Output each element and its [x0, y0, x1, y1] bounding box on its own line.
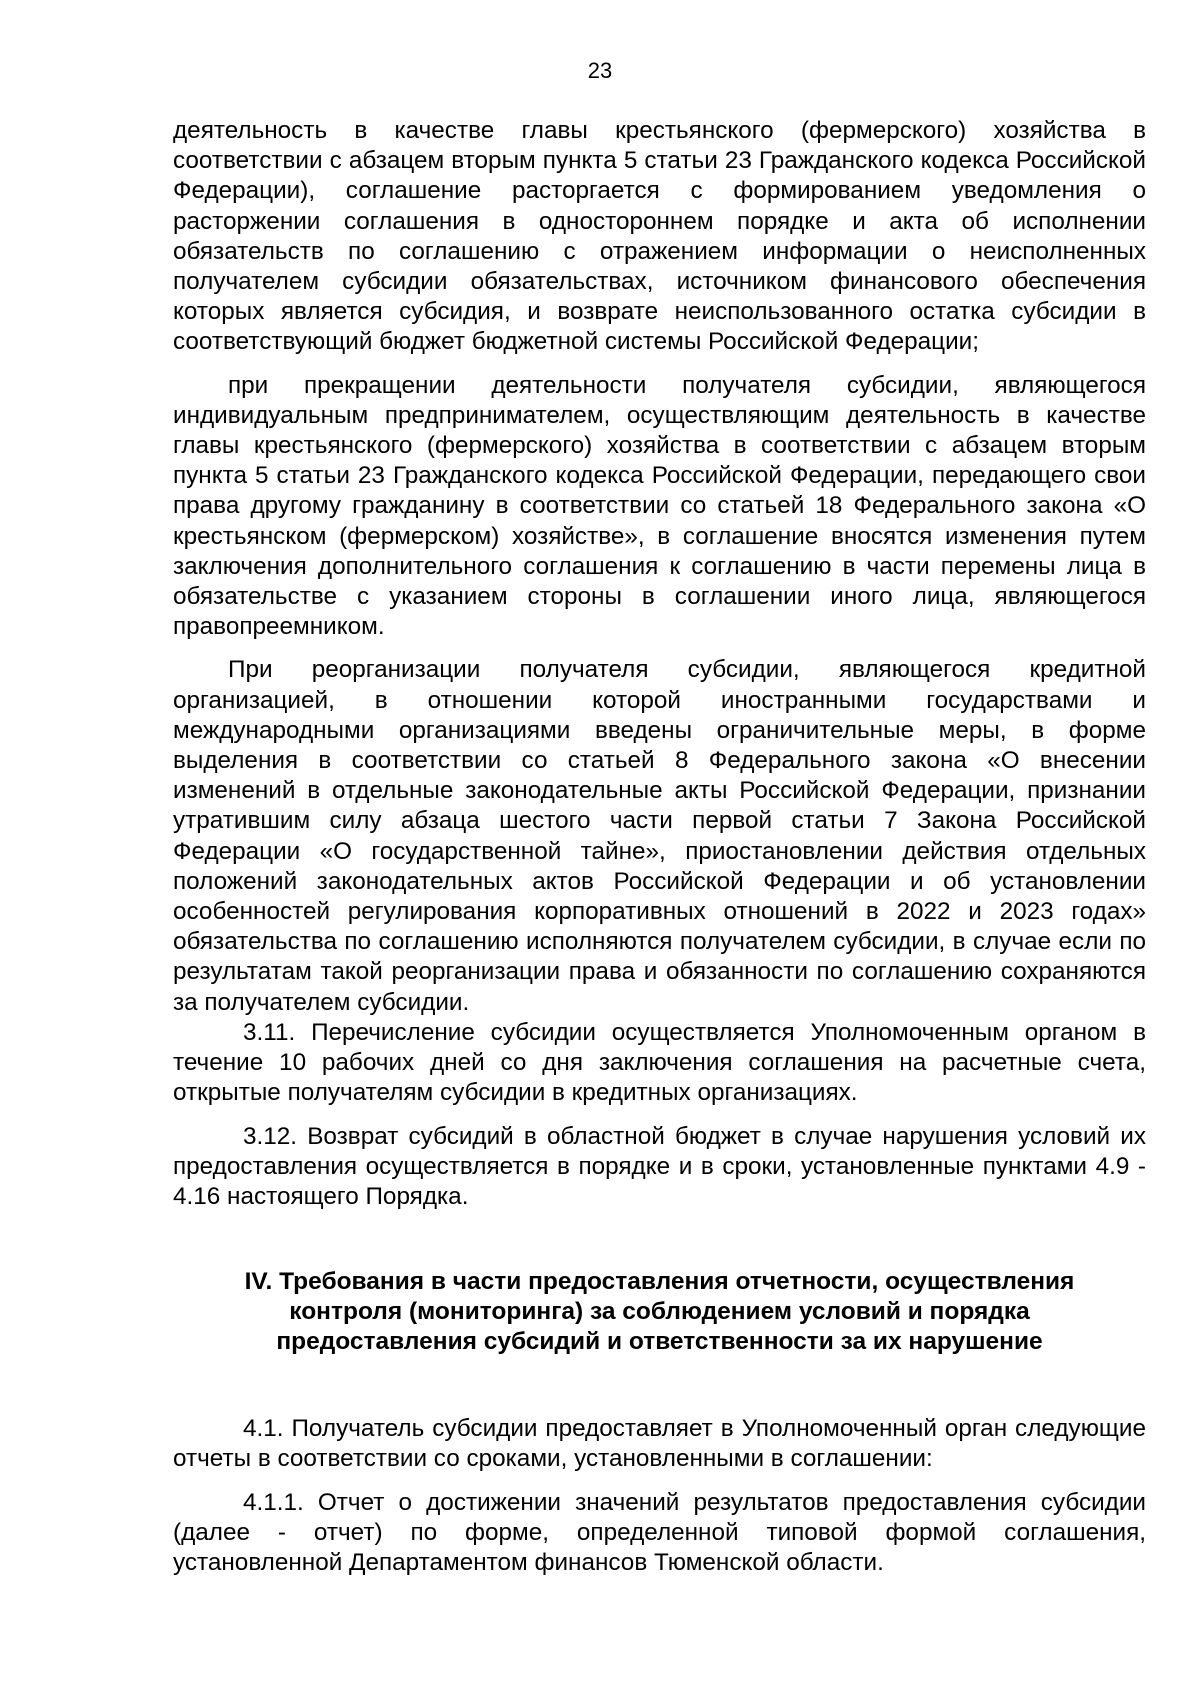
clause-3-11: 3.11. Перечисление субсидии осуществляется Уполномоченным органом в течение 10 рабочих дней со дня заключения соглашения на расчетные счета, открытые получателям субсидии в кредитных организациях.: [173, 1018, 1146, 1107]
paragraph-termination-activity: при прекращении деятельности получателя субсидии, являющегося индивидуальным предпринимателем, осуществляющим деятельность в качестве главы крестьянского (фермерского) хозяйства в соответствии с абзацем вторым пункта 5 статьи 23 Гражданского кодекса Российской Федерации, передающего свои права другому гражданину в соответствии со статьей 18 Федерального закона «О крестьянском (фермерском) хозяйстве», в соглашение вносятся изменения путем заключения дополнительного соглашения к соглашению в части перемены лица в обязательстве с указанием стороны в соглашении иного лица, являющегося правопреемником.: [173, 371, 1146, 641]
paragraph-reorganization: При реорганизации получателя субсидии, являющегося кредитной организацией, в отношении которой иностранными государствами и международными организациями введены ограничительные меры, в форме выделения в соответствии со статьей 8 Федерального закона «О внесении изменений в отдельные законодательные акты Российской Федерации, признании утратившим силу абзаца шестого части первой статьи 7 Закона Российской Федерации «О государственной тайне», приостановлении действия отдельных положений законодательных актов Российской Федерации и об установлении особенностей регулирования корпоративных отношений в 2022 и 2023 годах» обязательства по соглашению исполняются получателем субсидии, в случае если по результатам такой реорганизации права и обязанности по соглашению сохраняются за получателем субсидии.: [173, 656, 1146, 1016]
section-heading-line: предоставления субсидий и ответственности за их нарушение: [276, 1328, 1043, 1356]
paragraph-continuation: деятельность в качестве главы крестьянского (фермерского) хозяйства в соответствии с абзацем вторым пункта 5 статьи 23 Гражданского кодекса Российской Федерации), соглашение расторгается с формированием уведомления о расторжении соглашения в одностороннем порядке и акта об исполнении обязательств по соглашению с отражением информации о неисполненных получателем субсидии обязательствах, источником финансового обеспечения которых является субсидия, и возврате неиспользованного остатка субсидии в соответствующий бюджет бюджетной системы Российской Федерации;: [173, 117, 1146, 356]
page-number: 23: [587, 58, 613, 83]
clause-3-12: 3.12. Возврат субсидий в областной бюджет в случае нарушения условий их предоставления осуществляется в порядке и в сроки, установленные пунктами 4.9 - 4.16 настоящего Порядка.: [173, 1122, 1146, 1210]
section-heading-line: контроля (мониторинга) за соблюдением условий и порядка: [289, 1298, 1030, 1326]
section-heading: [173, 1267, 1146, 1357]
document-body: [173, 116, 1146, 1578]
section-heading-line: IV. Требования в части предоставления отчетности, осуществления: [244, 1268, 1075, 1296]
clause-4-1-1: 4.1.1. Отчет о достижении значений результатов предоставления субсидии (далее - отчет) по форме, определенной типовой формой соглашения, установленной Департаментом финансов Тюменской области.: [173, 1488, 1146, 1576]
clause-4-1: 4.1. Получатель субсидии предоставляет в Уполномоченный орган следующие отчеты в соответствии со сроками, установленными в соглашении:: [173, 1415, 1146, 1473]
